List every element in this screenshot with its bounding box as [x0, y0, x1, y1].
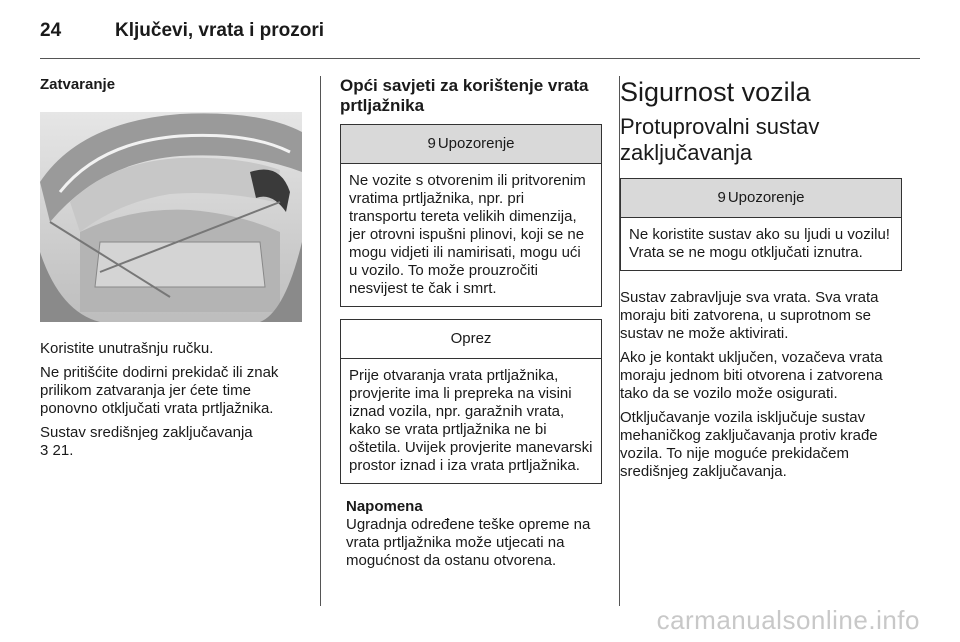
caution-text: Prije otvaranja vrata prtljažnika, provjerite ima li prepreka na visini iznad vozila, npr. garažnih vrata, kako se vrata prtljažnika ne bi oštetila. Uvijek provjerite manevarski prostor iznad i iza vrata prtljažnika. — [349, 367, 593, 474]
column-2 — [340, 76, 602, 570]
paragraph: Ako je kontakt uključen, vozačeva vrata moraju jednom biti otvorena i zatvorena tako da se vozilo može osigurati. — [620, 349, 883, 402]
note-label: Napomena — [346, 498, 423, 515]
warning-text: Ne koristite sustav ako su ljudi u vozilu! Vrata se ne mogu otključati iznutra. — [629, 226, 890, 261]
watermark: carmanualsonline.info — [656, 605, 920, 635]
warning-title: Upozorenje — [727, 189, 805, 206]
paragraph: Sustav središnjeg zaključavanja — [40, 424, 253, 441]
reference-arrow-icon: 3 — [40, 442, 49, 459]
car-tailgate-interior-photo — [40, 112, 302, 322]
page-number: 24 — [40, 20, 62, 41]
warning-box — [340, 124, 602, 307]
header-rule — [40, 58, 920, 59]
note — [340, 498, 602, 570]
warning-triangle-icon: 9 — [717, 189, 726, 206]
warning-box — [620, 178, 902, 271]
section-title-vehicle-security: Sigurnost vozila — [620, 77, 811, 107]
warning-text: Ne vozite s otvorenim ili pritvorenim vratima prtljažnika, npr. pri transportu tereta velikih dimenzija, jer otrovni ispušni plinovi, koji se ne mogu vidjeti ili namirisati, mogu ući u vozilo. To može prouzročiti nesvijest te čak i smrt. — [349, 172, 586, 297]
caution-box-header — [341, 320, 601, 359]
paragraph: Otključavanje vozila isključuje sustav mehaničkog zaključavanja protiv krađe vozila. To nije moguće prekidačem središnjeg zaključavanja. — [620, 409, 878, 480]
column-1 — [40, 76, 302, 460]
caution-title: Oprez — [450, 330, 492, 347]
column-divider-1 — [320, 76, 321, 606]
paragraph: Ne pritišćite dodirni prekidač ili znak prilikom zatvaranja jer ćete time ponovno otključati vrata prtljažnika. — [40, 364, 279, 417]
page-reference[interactable] — [40, 442, 302, 460]
warning-box-header — [621, 179, 901, 218]
section-heading-general-advice: Opći savjeti za korištenje vrata prtljažnika — [340, 76, 589, 115]
column-3 — [620, 76, 902, 487]
note-text: Ugradnja određene teške opreme na vrata prtljažnika može utjecati na mogućnost da ostanu otvorena. — [346, 516, 591, 569]
reference-page: 21. — [48, 442, 74, 459]
chapter-title: Ključevi, vrata i prozori — [115, 20, 325, 41]
paragraph: Koristite unutrašnju ručku. — [40, 340, 214, 357]
page-header — [40, 20, 324, 50]
warning-box-header — [341, 125, 601, 164]
warning-title: Upozorenje — [437, 135, 515, 152]
section-subtitle-antitheft: Protuprovalni sustav zaključavanja — [620, 114, 820, 165]
section-heading-closing: Zatvaranje — [40, 76, 116, 93]
warning-triangle-icon: 9 — [427, 135, 436, 152]
caution-box — [340, 319, 602, 484]
paragraph: Sustav zabravljuje sva vrata. Sva vrata moraju biti zatvorena, u suprotnom se sustav ne može aktivirati. — [620, 289, 879, 342]
